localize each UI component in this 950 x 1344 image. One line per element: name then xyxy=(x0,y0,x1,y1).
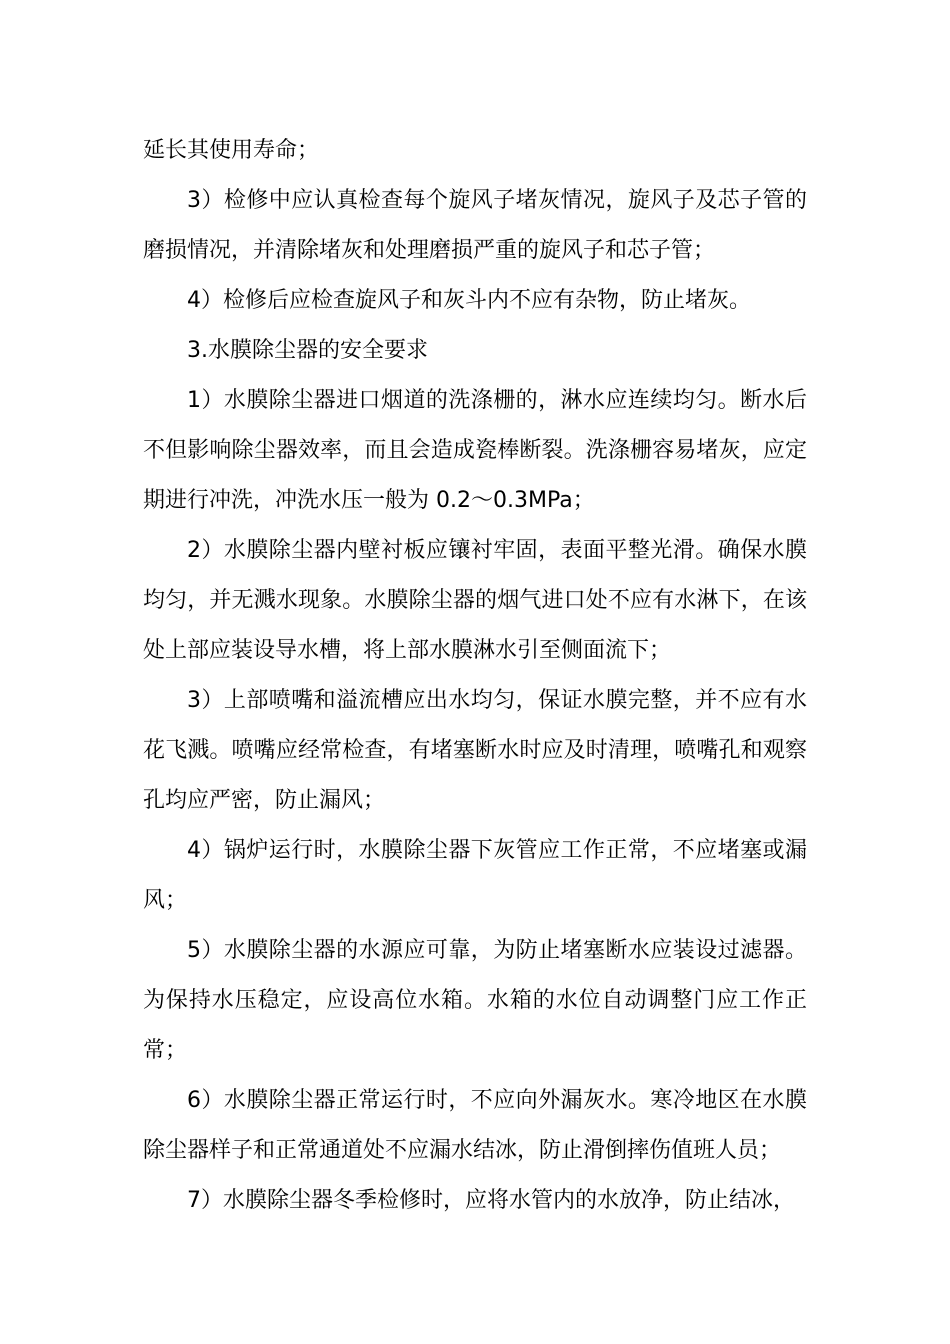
paragraph-item-3-cyclone-inspection: 3）检修中应认真检查每个旋风子堵灰情况，旋风子及芯子管的磨损情况，并清除堵灰和处理磨损严重的旋风子和芯子管； xyxy=(143,188,807,263)
paragraph-item-3-nozzles: 3）上部喷嘴和溢流槽应出水均匀，保证水膜完整，并不应有水花飞溅。喷嘴应经常检查，有堵塞断水时应及时清理，喷嘴孔和观察孔均应严密，防止漏风； xyxy=(143,688,807,813)
document-body xyxy=(143,126,807,1226)
section-heading: 3.水膜除尘器的安全要求 xyxy=(187,338,428,363)
paragraph-item-4-ash-pipe: 4）锅炉运行时，水膜除尘器下灰管应工作正常，不应堵塞或漏风； xyxy=(143,838,807,913)
paragraph-continuation: 延长其使用寿命； xyxy=(143,138,320,163)
paragraph-item-6-leakage: 6）水膜除尘器正常运行时，不应向外漏灰水。寒冷地区在水膜除尘器样子和正常通道处不应漏水结冰，防止滑倒摔伤值班人员； xyxy=(143,1088,807,1163)
paragraph-item-4-after-repair: 4）检修后应检查旋风子和灰斗内不应有杂物，防止堵灰。 xyxy=(187,288,751,313)
paragraph-item-1-scrubber-grid: 1）水膜除尘器进口烟道的洗涤栅的，淋水应连续均匀。断水后不但影响除尘器效率，而且会造成瓷棒断裂。洗涤栅容易堵灰，应定期进行冲洗，冲洗水压一般为 0.2～0.3MPa； xyxy=(143,388,807,513)
paragraph-item-5-water-source: 5）水膜除尘器的水源应可靠，为防止堵塞断水应装设过滤器。为保持水压稳定，应设高位水箱。水箱的水位自动调整门应工作正常； xyxy=(143,938,807,1063)
paragraph-item-7-winter-repair: 7）水膜除尘器冬季检修时，应将水管内的水放净，防止结冰， xyxy=(187,1188,795,1213)
paragraph-item-2-lining: 2）水膜除尘器内壁衬板应镶衬牢固，表面平整光滑。确保水膜均匀，并无溅水现象。水膜除尘器的烟气进口处不应有水淋下，在该处上部应装设导水槽，将上部水膜淋水引至侧面流下； xyxy=(143,538,807,663)
